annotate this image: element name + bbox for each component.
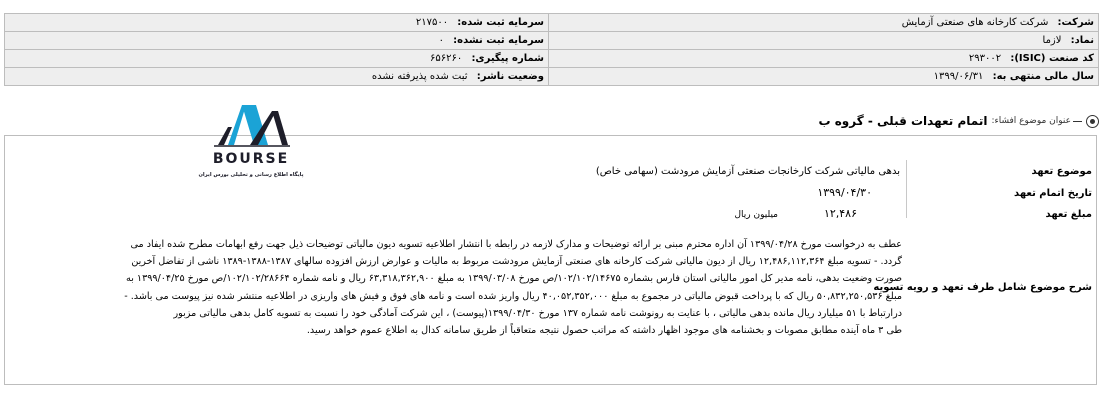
bourse-logo-mark — [214, 105, 290, 146]
company-cell — [549, 14, 1099, 32]
radio-bullet-icon — [1086, 115, 1099, 128]
registered-capital-label: سرمایه ثبت شده: — [457, 17, 544, 28]
description-line: درارتباط با ۵۱ میلیارد ریال مانده بدهی مالیاتی ، با عنایت به رونوشت نامه شماره ۱۳۷ مورخ ۱۳۹۹/۰۴/۳۰(پیوست) ، این شرکت آمادگی خود را نسبت به تسویه کامل بدهی مالیاتی مزبور — [173, 307, 902, 319]
description-line: گردد. - تسویه مبلغ ۱۲,۴۸۶,۱۱۲,۳۶۴ ریال از دیون مالیاتی شرکت کارخانه های صنعتی آزمایش مرودشت مربوط به مالیات و عوارض ارزش افزوده سالهای ۱۳۸۷-۱۳۸۸-۱۳۸۹ ناشی از تفاضل آخرین — [131, 256, 902, 268]
isic-label: کد صنعت (ISIC): — [1010, 53, 1094, 64]
dash-icon — [1073, 121, 1082, 122]
symbol-label: نماد: — [1070, 35, 1094, 46]
symbol-value: لازما — [1042, 35, 1062, 46]
unregistered-capital-cell — [5, 32, 549, 50]
commitment-subject-label: موضوع تعهد — [1031, 166, 1092, 177]
description-line: صورت وضعیت بدهی، نامه مدیر کل امور مالیاتی استان فارس بشماره ۱۰۲/۱۰۲/۱۴۶۷۵/ص مورخ ۱۳۹۹/۰۳/۰۸ به مبلغ ۶۳,۳۱۸,۳۶۲,۹۰۰ ریال و نامه شماره ۱۰۲/۱۰۲/۲۸۶۶۴/ص مورخ ۱۳۹۹/۰۴/۲۵ به — [126, 273, 902, 285]
symbol-cell — [549, 32, 1099, 50]
commitment-amount-unit: میلیون ریال — [734, 210, 778, 220]
description-line: مبلغ ۵۰,۸۳۲,۲۵۰,۵۳۶ ریال که با پرداخت قبوض مالیاتی در مجموع به مبلغ ۴۰,۰۵۲,۳۵۲,۰۰۰ ریال واریز شده است و نامه های فوق و فیش های واریزی در اطلاعیه منتشر شده نیز پیوست می باشد. - — [124, 290, 902, 302]
bourse-logo — [198, 97, 304, 183]
isic-cell — [549, 50, 1099, 68]
completion-date-value: ۱۳۹۹/۰۴/۳۰ — [817, 186, 872, 199]
disclosure-subject-title: اتمام تعهدات قبلی - گروه ب — [818, 114, 988, 128]
tracking-cell — [5, 50, 549, 68]
registered-capital-cell — [5, 14, 549, 32]
fiscal-year-cell — [549, 68, 1099, 86]
tracking-label: شماره پیگیری: — [471, 53, 544, 64]
commitment-amount-label: مبلغ تعهد — [1045, 209, 1092, 220]
publisher-status-value: ثبت شده پذیرفته نشده — [371, 71, 468, 82]
unregistered-capital-label: سرمایه ثبت نشده: — [453, 35, 544, 46]
completion-date-label: تاریخ اتمام تعهد — [1014, 188, 1092, 199]
company-value: شرکت کارخانه های صنعتی آزمایش — [901, 17, 1049, 28]
registered-capital-value: ۲۱۷۵۰۰ — [415, 17, 449, 28]
tracking-value: ۶۵۶۲۶۰ — [430, 53, 463, 64]
fiscal-year-value: ۱۳۹۹/۰۶/۳۱ — [933, 71, 984, 82]
disclosure-subject-label: عنوان موضوع افشاء: — [991, 116, 1071, 126]
publisher-status-label: وضعیت ناشر: — [476, 71, 544, 82]
description-label: شرح موضوع شامل طرف تعهد و رویه تسویه — [873, 282, 1092, 293]
publisher-status-cell — [5, 68, 549, 86]
unregistered-capital-value: ۰ — [438, 35, 444, 46]
commitment-subject-value: بدهی مالیاتی شرکت کارخانجات صنعتی آزمایش مرودشت (سهامی خاص) — [595, 166, 900, 177]
bourse-logo-name: BOURSE — [212, 151, 290, 167]
commitment-amount-value: ۱۲,۴۸۶ — [823, 207, 857, 220]
isic-value: ۲۹۳۰۰۲ — [968, 53, 1002, 64]
fiscal-year-label: سال مالی منتهی به: — [992, 71, 1094, 82]
description-text — [10, 236, 902, 339]
description-line: عطف به درخواست مورخ ۱۳۹۹/۰۴/۲۸ آن اداره محترم مبنی بر ارائه توضیحات و مدارک لازمه در رابطه با انتشار اطلاعیه تسویه دیون مالیاتی توضیحات ذیل جهت رفع ابهامات مطرح شده ایفاد می — [130, 239, 902, 250]
bourse-logo-tagline: پایگاه اطلاع رسانی و تحلیلی بورس ایران — [198, 172, 304, 178]
company-info-table — [4, 13, 1099, 86]
company-label: شرکت: — [1057, 17, 1094, 28]
disclosure-subject-row — [818, 112, 1099, 130]
details-divider — [906, 160, 907, 218]
description-line: طی ۳ ماه آینده مطابق مصوبات و بخشنامه های موجود اظهار داشته که مراتب حصول نتیجه متعاقباً از طریق سامانه کدال به اطلاع عموم خواهد رسید. — [306, 325, 902, 337]
